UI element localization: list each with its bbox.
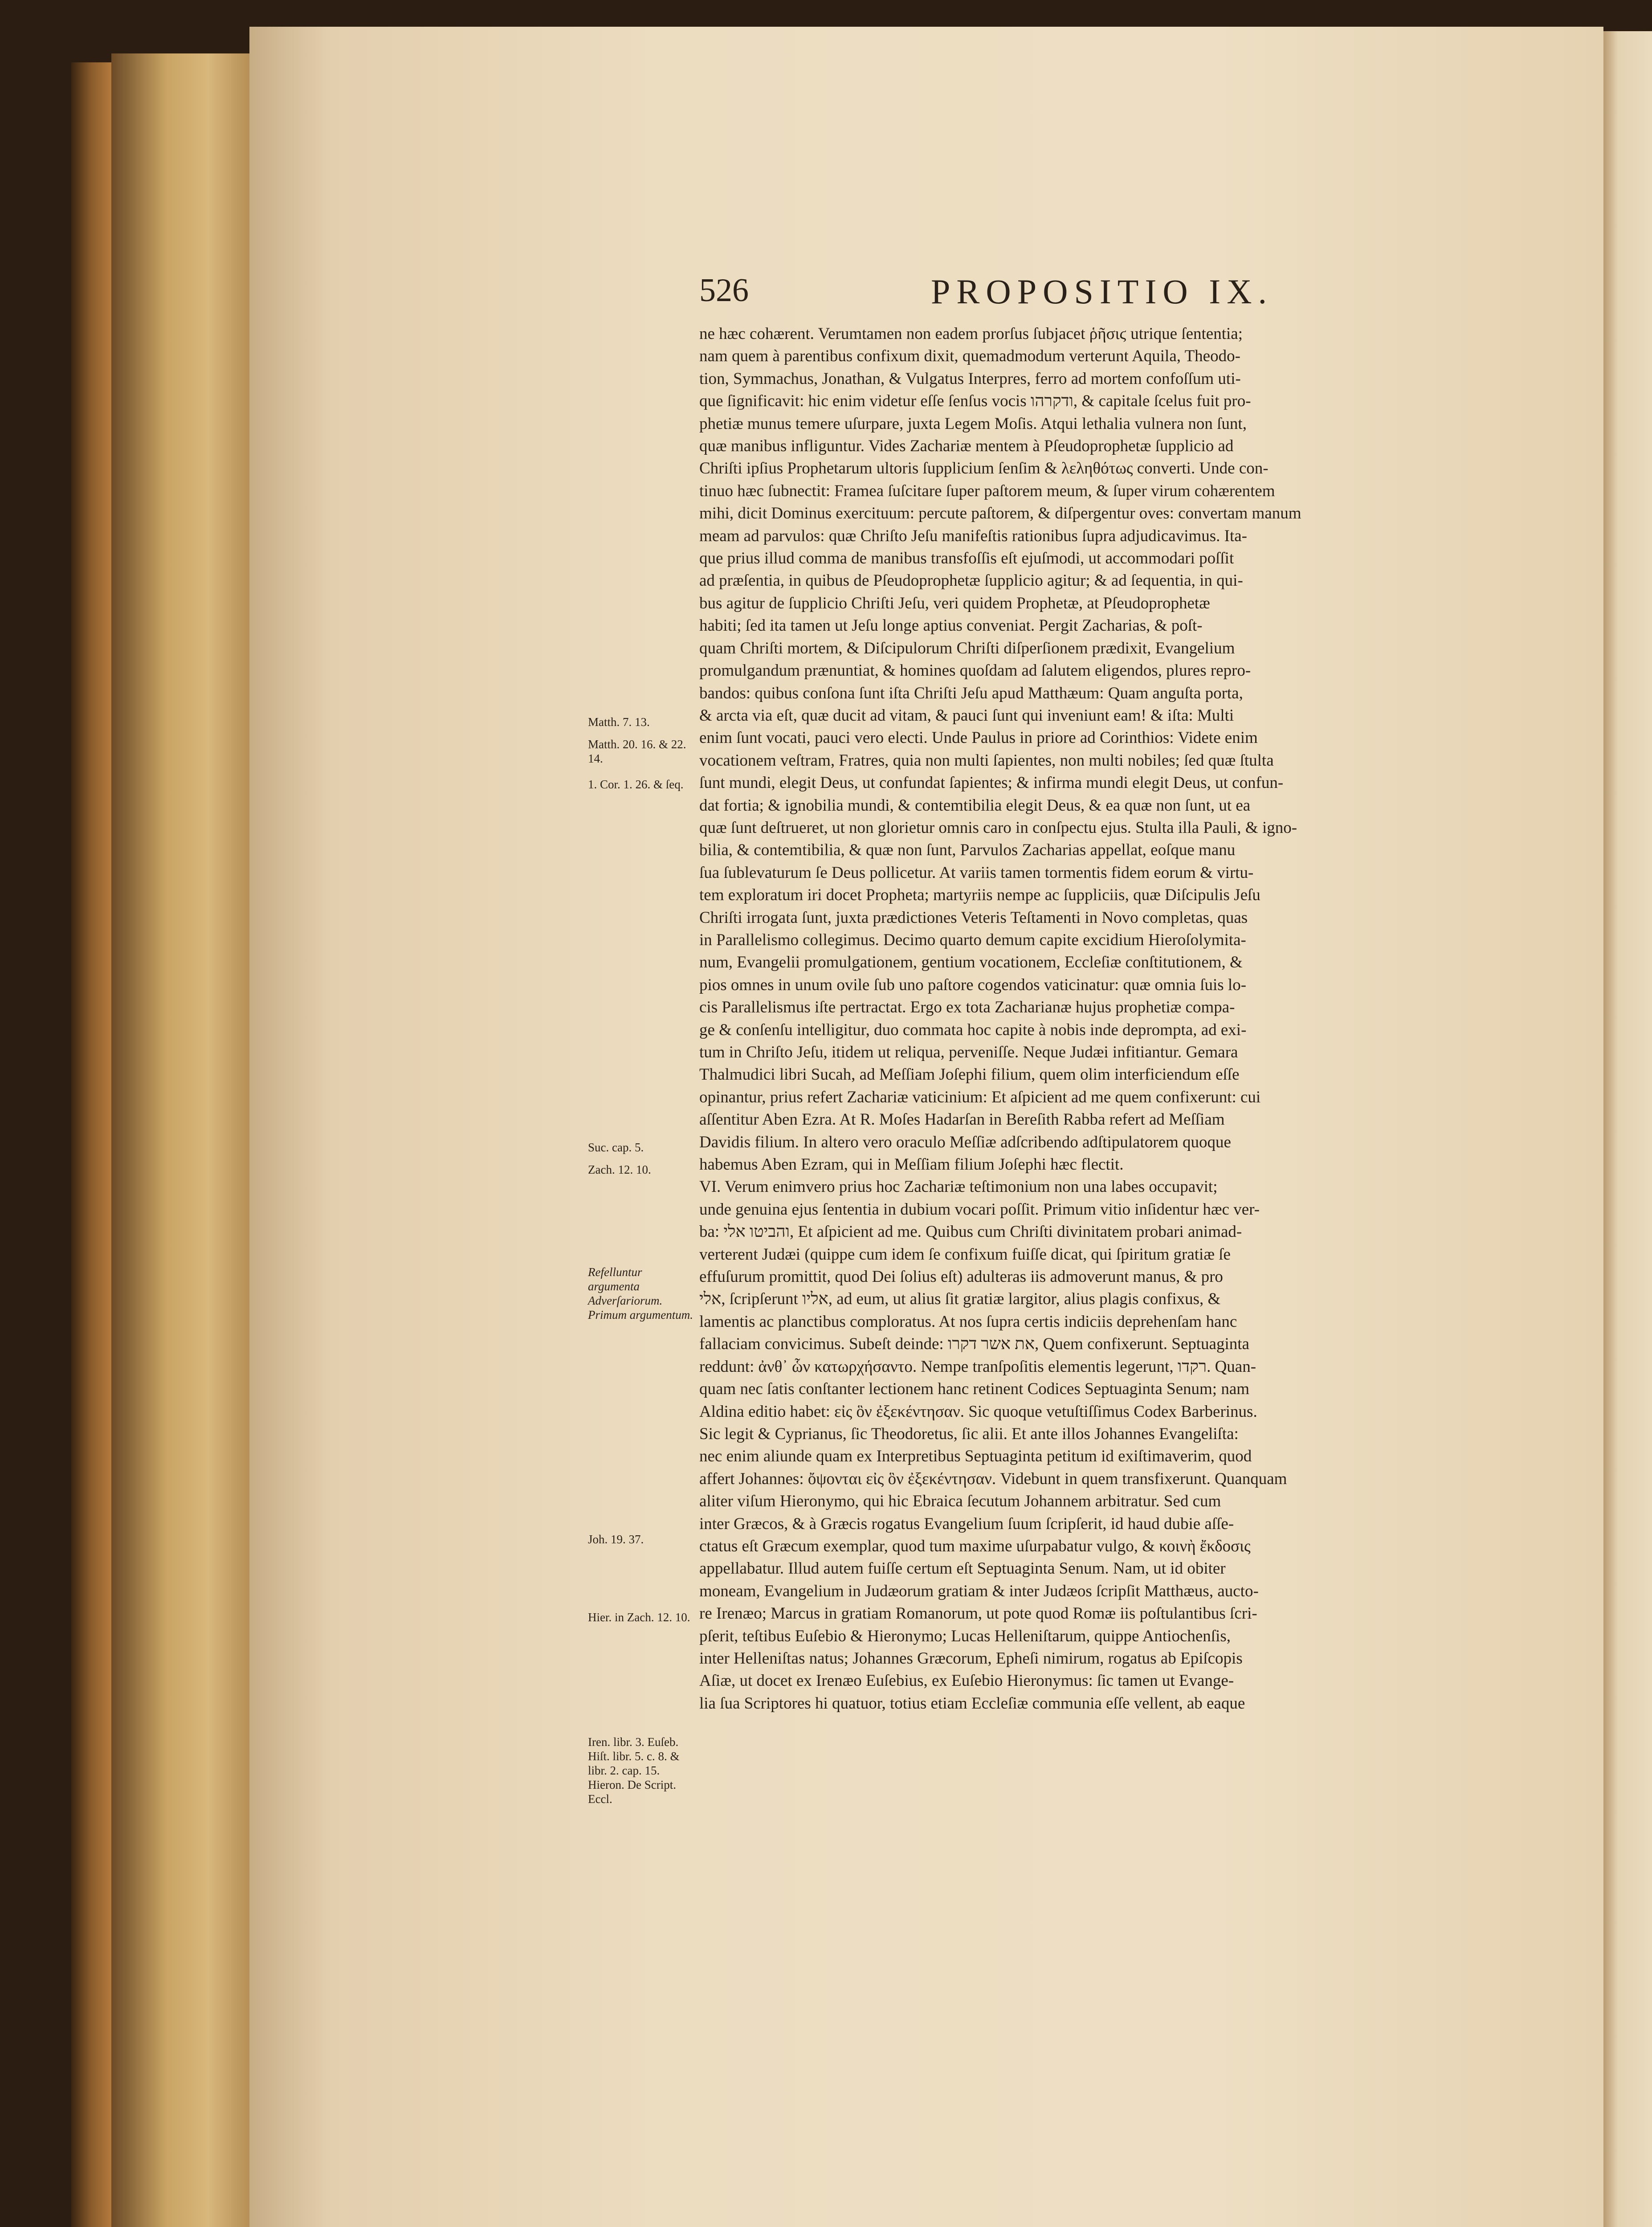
body-line: affert Johannes: ὄψονται εἰς ὃν ἐξεκέντησαν. Videbunt in quem transfixerunt. Quanquam (699, 1469, 1287, 1488)
body-line: mihi, dicit Dominus exercituum: percute paſtorem, & diſpergentur oves: convertam manum (699, 504, 1301, 523)
body-line: ge & conſenſu intelligitur, duo commata hoc capite à nobis inde deprompta, ad exi- (699, 1020, 1247, 1039)
body-line: fallaciam convicimus. Subeſt deinde: את אשר דקרו, Quem confixerunt. Septuaginta (699, 1335, 1249, 1354)
body-text (699, 323, 1501, 1715)
body-line: bilia, & contemtibilia, & quæ non ſunt, Parvulos Zacharias appellat, eoſque manu (699, 841, 1236, 860)
body-line: que ſignificavit: hic enim videtur eſſe ſenſus vocis ודקרהו, & capitale ſcelus fuit pro- (699, 392, 1251, 411)
body-line: & arcta via eſt, quæ ducit ad vitam, & pauci ſunt qui inveniunt eam! & iſta: Multi (699, 706, 1234, 725)
margin-note: Matth. 7. 13. (588, 715, 650, 729)
body-line: inter Græcos, & à Græcis rogatus Evangelium ſuum ſcripſerit, id haud dubie aſſe- (699, 1514, 1234, 1533)
body-line: dat fortia; & ignobilia mundi, & contemtibilia elegit Deus, & ea quæ non ſunt, ut ea (699, 796, 1251, 815)
body-line: ne hæc cohærent. Verumtamen non eadem prorſus ſubjacet ῥῆσιϛ utrique ſententia; (699, 325, 1243, 343)
body-line: moneam, Evangelium in Judæorum gratiam & inter Judæos ſcripſit Matthæus, aucto- (699, 1582, 1259, 1600)
body-line: Davidis filium. In altero vero oraculo Meſſiæ adſcribendo adſtipulatorem quoque (699, 1133, 1231, 1151)
margin-note: 1. Cor. 1. 26. & ſeq. (588, 778, 684, 791)
body-line: tem exploratum iri docet Propheta; martyriis nempe ac ſuppliciis, quæ Diſcipulis Jeſu (699, 886, 1260, 905)
body-line: in Parallelismo collegimus. Decimo quarto demum capite excidium Hieroſolymita- (699, 930, 1246, 949)
page-header (699, 272, 1528, 321)
body-line: tion, Symmachus, Jonathan, & Vulgatus Interpres, ferro ad mortem confoſſum uti- (699, 369, 1241, 388)
margin-note: Refelluntur argumenta Adverſariorum. Primum argumentum. (588, 1265, 693, 1322)
body-line: ſunt mundi, elegit Deus, ut confundat ſapientes; & infirma mundi elegit Deus, ut confun- (699, 774, 1284, 792)
body-line: Sic legit & Cyprianus, ſic Theodoretus, ſic alii. Et ante illos Johannes Evangeliſta: (699, 1424, 1239, 1443)
body-line: phetiæ munus temere uſurpare, juxta Legem Moſis. Atqui lethalia vulnera non ſunt, (699, 414, 1247, 433)
body-line: ctatus eſt Græcum exemplar, quod tum maxime uſurpabatur vulgo, & κοινὴ ἔκδοσις (699, 1537, 1251, 1555)
page-number: 526 (699, 272, 749, 309)
body-line: quam Chriſti mortem, & Diſcipulorum Chriſti diſperſionem prædixit, Evangelium (699, 639, 1235, 657)
body-line: habiti; ſed ita tamen ut Jeſu longe aptius conveniat. Pergit Zacharias, & poſt- (699, 616, 1203, 635)
body-line: ad præſentia, in quibus de Pſeudoprophetæ ſupplicio agitur; & ad ſequentia, in qui- (699, 571, 1243, 590)
body-line: nec enim aliunde quam ex Interpretibus Septuaginta petitum id exiſtimaverim, quod (699, 1447, 1252, 1466)
margin-note: Hier. in Zach. 12. 10. (588, 1611, 690, 1624)
body-line: Chriſti ipſius Prophetarum ultoris ſupplicium ſenſim & λεληθότως converti. Unde con- (699, 459, 1269, 478)
running-head: PROPOSITIO IX. (931, 272, 1273, 311)
body-line: appellabatur. Illud autem fuiſſe certum eſt Septuaginta Senum. Nam, ut id obiter (699, 1559, 1226, 1578)
margin-note: Matth. 20. 16. & 22. 14. (588, 738, 686, 765)
body-line: Chriſti irrogata ſunt, juxta prædictiones Veteris Teſtamenti in Novo completas, quas (699, 908, 1248, 927)
margin-note: Joh. 19. 37. (588, 1533, 644, 1546)
body-line: num, Evangelii promulgationem, gentium vocationem, Eccleſiæ conſtitutionem, & (699, 953, 1243, 972)
body-line: quæ ſunt deſtrueret, ut non glorietur omnis caro in conſpectu ejus. Stulta illa Pauli, & igno- (699, 818, 1297, 837)
margin-note: Iren. libr. 3. Euſeb. Hiſt. libr. 5. c. 8. & libr. 2. cap. 15. Hieron. De Script. Eccl. (588, 1735, 680, 1806)
body-line: VI. Verum enimvero prius hoc Zachariæ teſtimonium non una labes occupavit; (699, 1178, 1218, 1196)
body-line: ſua ſublevaturum ſe Deus pollicetur. At variis tamen tormentis fidem eorum & virtu- (699, 863, 1254, 882)
body-line: promulgandum prænuntiat, & homines quoſdam ad ſalutem eligendos, plures repro- (699, 661, 1251, 680)
body-line: Aſiæ, ut docet ex Irenæo Euſebius, ex Euſebio Hieronymus: ſic tamen ut Evange- (699, 1672, 1234, 1690)
body-line: tum in Chriſto Jeſu, itidem ut reliqua, perveniſſe. Neque Judæi infitiantur. Gemara (699, 1043, 1238, 1061)
body-line: Aldina editio habet: εἰς ὃν ἐξεκέντησαν. Sic quoque vetuſtiſſimus Codex Barberinus. (699, 1402, 1257, 1421)
body-line: vocationem veſtram, Fratres, quia non multi ſapientes, non multi nobiles; ſed quæ ſtulta (699, 751, 1274, 770)
body-line: inter Helleniſtas natus; Johannes Græcorum, Epheſi nimirum, rogatus ab Epiſcopis (699, 1649, 1243, 1668)
body-line: aſſentitur Aben Ezra. At R. Moſes Hadarſan in Bereſith Rabba refert ad Meſſiam (699, 1110, 1225, 1129)
body-line: enim ſunt vocati, pauci vero electi. Unde Paulus in priore ad Corinthios: Videte enim (699, 729, 1258, 747)
body-line: pios omnes in unum ovile ſub uno paſtore cogendos vaticinatur: quæ omnia ſuis lo- (699, 975, 1247, 994)
book-edge-gilt (71, 62, 111, 2227)
body-line: bus agitur de ſupplicio Chriſti Jeſu, veri quidem Prophetæ, at Pſeudoprophetæ (699, 594, 1210, 612)
margin-note: Zach. 12. 10. (588, 1163, 651, 1176)
body-line: que prius illud comma de manibus transfoſſis eſt ejuſmodi, ut accommodari poſſit (699, 549, 1234, 568)
body-line: אלי, ſcripſerunt אליו, ad eum, ut alius ſit gratiæ largitor, alius plagis confixus, & (699, 1290, 1221, 1309)
body-line: aliter viſum Hieronymo, qui hic Ebraica ſecutum Johannem arbitratur. Sed cum (699, 1492, 1221, 1511)
body-line: verterent Judæi (quippe cum idem ſe confixum fuiſſe dicat, qui ſpiritum gratiæ ſe (699, 1245, 1231, 1264)
body-line: effuſurum promittit, quod Dei ſolius eſt) adulteras iis admoverunt manus, & pro (699, 1268, 1223, 1286)
body-line: meam ad parvulos: quæ Chriſto Jeſu manifeſtis rationibus ſupra adjudicavimus. Ita- (699, 526, 1247, 545)
body-line: quam nec ſatis conſtanter lectionem hanc retinent Codices Septuaginta Senum; nam (699, 1380, 1250, 1399)
page-stack-edge (111, 53, 252, 2227)
body-line: tinuo hæc ſubnectit: Framea ſuſcitare ſuper paſtorem meum, & ſuper virum cohærentem (699, 481, 1275, 500)
body-line: opinantur, prius refert Zachariæ vaticinium: Et aſpicient ad me quem confixerunt: cui (699, 1088, 1261, 1106)
body-line: pſerit, teſtibus Euſebio & Hieronymo; Lucas Helleniſtarum, quippe Antiochenſis, (699, 1627, 1231, 1645)
body-line: nam quem à parentibus confixum dixit, quemadmodum verterunt Aquila, Theodo- (699, 347, 1240, 366)
body-line: unde genuina ejus ſententia in dubium vocari poſſit. Primum vitio inſidentur hæc ver- (699, 1200, 1260, 1219)
body-line: reddunt: ἀνθ᾽ ὧν κατωρχήσαντο. Nempe tranſpoſitis elementis legerunt, רקדו. Quan- (699, 1357, 1256, 1376)
body-line: habemus Aben Ezram, qui in Meſſiam filium Joſephi hæc flectit. (699, 1155, 1124, 1174)
facing-page-edge (1603, 31, 1652, 2227)
body-line: bandos: quibus conſona ſunt iſta Chriſti Jeſu apud Matthæum: Quam anguſta porta, (699, 684, 1243, 702)
body-line: ba: והביטו אלי, Et aſpicient ad me. Quibus cum Chriſti divinitatem probari animad- (699, 1223, 1242, 1241)
body-line: lia ſua Scriptores hi quatuor, totius etiam Eccleſiæ communia eſſe vellent, ab eaque (699, 1694, 1245, 1713)
margin-note: Suc. cap. 5. (588, 1141, 644, 1154)
body-line: quæ manibus infliguntur. Vides Zachariæ mentem à Pſeudoprophetæ ſupplicio ad (699, 437, 1234, 456)
body-line: Thalmudici libri Sucah, ad Meſſiam Joſephi filium, quem olim interficiendum eſſe (699, 1065, 1240, 1084)
body-line: lamentis ac planctibus comploratus. At nos ſupra certis indiciis deprehenſam hanc (699, 1312, 1237, 1331)
body-line: cis Parallelismus iſte pertractat. Ergo ex tota Zacharianæ hujus prophetiæ compa- (699, 998, 1235, 1017)
body-line: re Irenæo; Marcus in gratiam Romanorum, ut pote quod Romæ iis poſtulantibus ſcri- (699, 1604, 1257, 1623)
